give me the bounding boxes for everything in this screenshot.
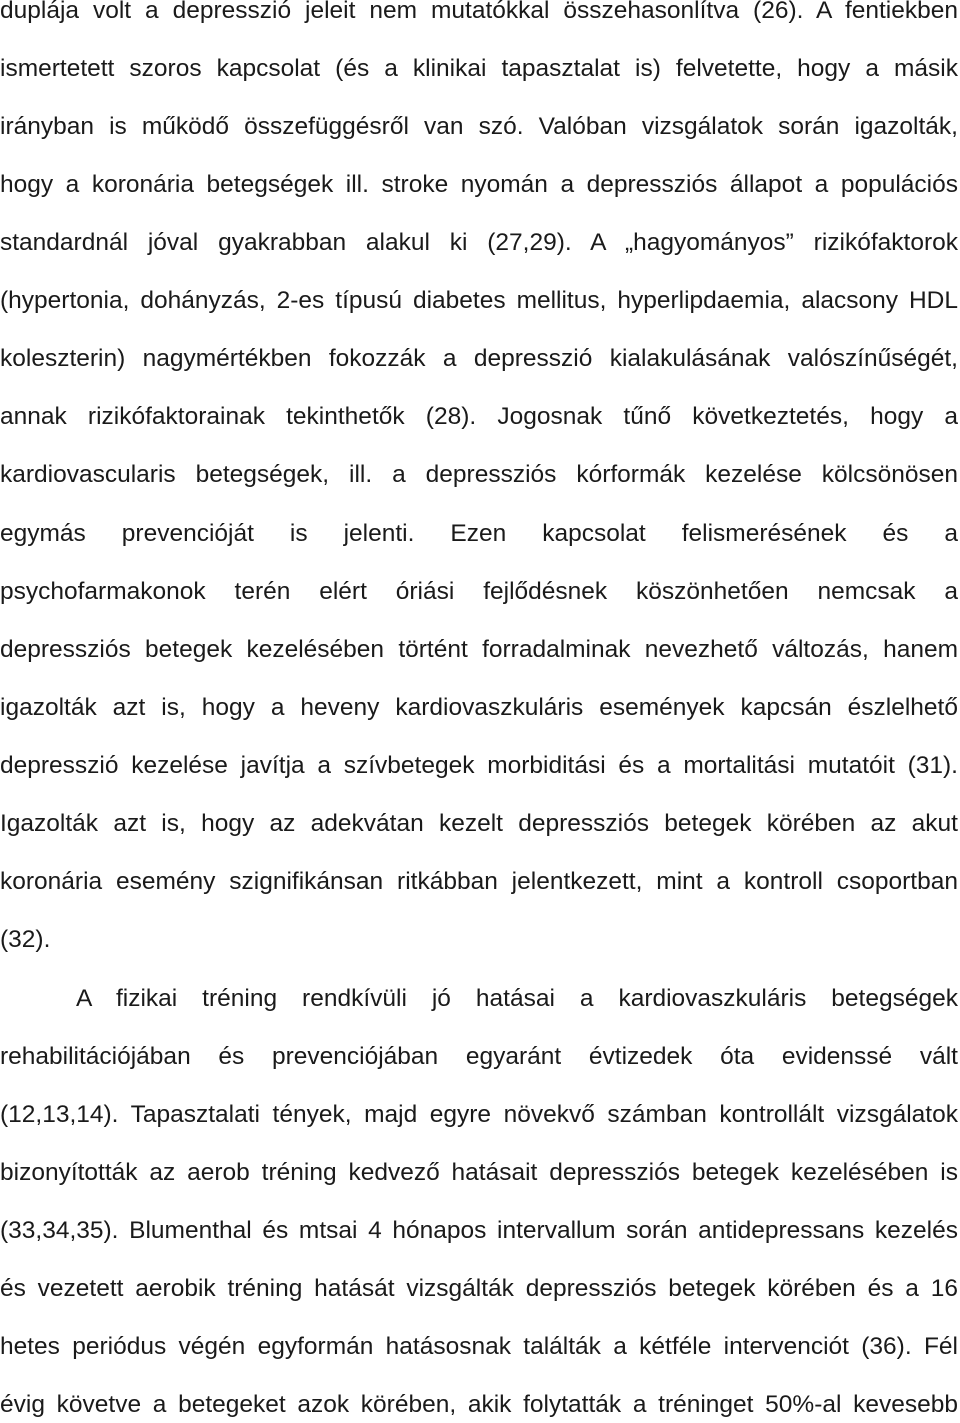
text-line: hogy a koronária betegségek ill. stroke nyomán a depressziós állapot a populációs — [0, 171, 958, 198]
text-line: psychofarmakonok terén elért óriási fejlődésnek köszönhetően nemcsak a — [0, 578, 958, 605]
text-line: depressziós betegek kezelésében történt forradalminak nevezhető változás, hanem — [0, 636, 958, 663]
text-line: és vezetett aerobik tréning hatását vizsgálták depressziós betegek körében és a 16 — [0, 1275, 958, 1302]
text-line: annak rizikófaktorainak tekinthetők (28). Jogosnak tűnő következtetés, hogy a — [0, 403, 958, 430]
paragraph-end-line: (32). — [0, 926, 51, 953]
text-line: irányban is működő összefüggésről van szó. Valóban vizsgálatok során igazolták, — [0, 113, 958, 140]
text-line: egymás prevencióját is jelenti. Ezen kapcsolat felismerésének és a — [0, 520, 958, 547]
text-line: duplája volt a depresszió jeleit nem mutatókkal összehasonlítva (26). A fentiekben — [0, 0, 958, 24]
text-line: depresszió kezelése javítja a szívbetegek morbiditási és a mortalitási mutatóit (31). — [0, 752, 958, 779]
text-line: rehabilitációjában és prevenciójában egyaránt évtizedek óta evidenssé vált — [0, 1043, 958, 1070]
text-line: ismertetett szoros kapcsolat (és a klinikai tapasztalat is) felvetette, hogy a másik — [0, 55, 958, 82]
text-line: (33,34,35). Blumenthal és mtsai 4 hónapos intervallum során antidepressans kezelés — [0, 1217, 958, 1244]
text-line: koronária esemény szignifikánsan ritkábban jelentkezett, mint a kontroll csoportban — [0, 868, 958, 895]
text-line: évig követve a betegeket azok körében, akik folytatták a tréninget 50%-al kevesebb — [0, 1391, 958, 1418]
text-line: (12,13,14). Tapasztalati tények, majd egyre növekvő számban kontrollált vizsgálatok — [0, 1101, 958, 1128]
text-line: koleszterin) nagymértékben fokozzák a depresszió kialakulásának valószínűségét, — [0, 345, 958, 372]
text-line: standardnál jóval gyakrabban alakul ki (27,29). A „hagyományos” rizikófaktorok — [0, 229, 958, 256]
text-line: hetes periódus végén egyformán hatásosnak találták a kétféle intervenciót (36). Fél — [0, 1333, 958, 1360]
text-line: igazolták azt is, hogy a heveny kardiovaszkuláris események kapcsán észlelhető — [0, 694, 958, 721]
text-line: (hypertonia, dohányzás, 2-es típusú diabetes mellitus, hyperlipdaemia, alacsony HDL — [0, 287, 958, 314]
paragraph-first-line: A fizikai tréning rendkívüli jó hatásai a kardiovaszkuláris betegségek — [76, 985, 958, 1012]
text-line: kardiovascularis betegségek, ill. a depressziós kórformák kezelése kölcsönösen — [0, 461, 958, 488]
text-line: Igazolták azt is, hogy az adekvátan kezelt depressziós betegek körében az akut — [0, 810, 958, 837]
text-line: bizonyították az aerob tréning kedvező hatásait depressziós betegek kezelésében is — [0, 1159, 958, 1186]
